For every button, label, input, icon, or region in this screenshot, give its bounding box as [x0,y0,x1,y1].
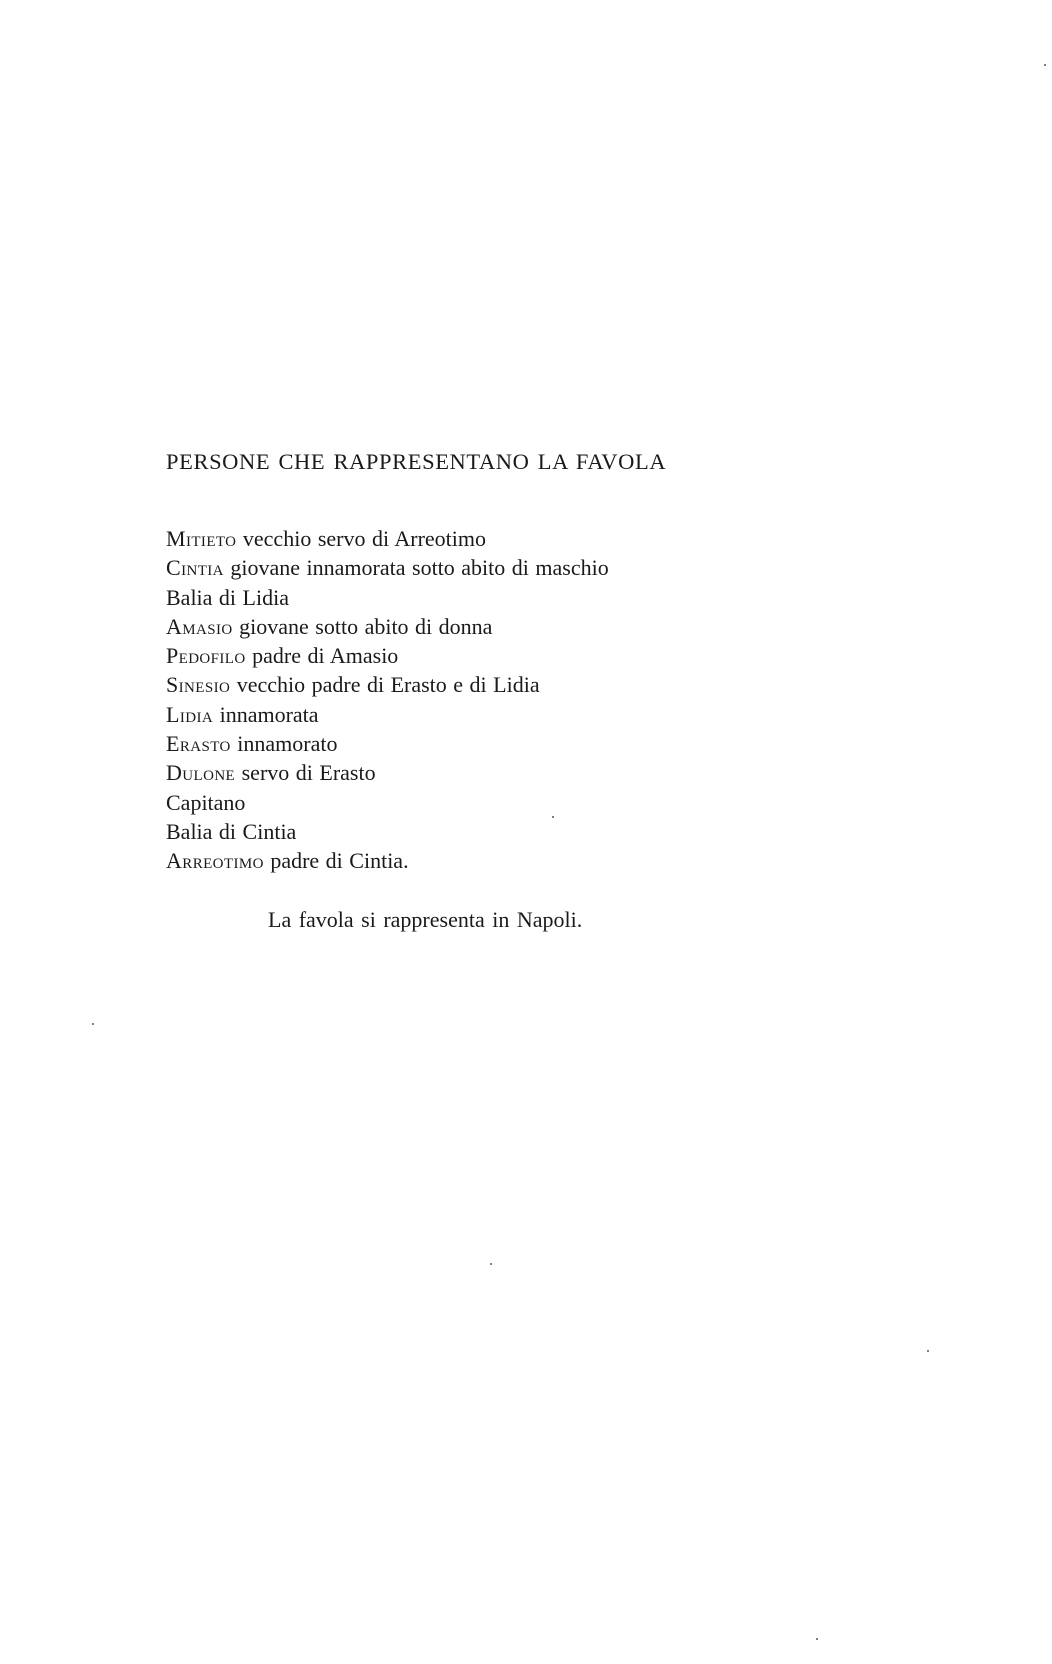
scan-speck [490,1263,492,1265]
character-role: innamorato [237,731,338,757]
character-role: giovane sotto abito di donna [239,613,493,639]
cast-item [166,641,609,670]
cast-item [166,758,609,787]
character-role: servo di Erasto [241,760,376,786]
character-name: Pedofilo [166,643,246,669]
character-name: Cintia [166,555,224,581]
character-role: padre di Amasio [252,643,399,669]
character-role: Balia di Lidia [166,584,289,610]
character-role: vecchio padre di Erasto e di Lidia [236,672,540,698]
character-name: Arreotimo [166,848,264,874]
scan-speck [552,816,554,818]
cast-item [166,729,609,758]
scan-speck [816,1638,818,1640]
character-name: Erasto [166,731,231,757]
character-name: Mitieto [166,526,237,551]
character-name: Lidia [166,701,214,727]
character-name: Sinesio [166,672,231,698]
cast-list [166,524,609,876]
character-role: vecchio servo di Arreotimo [242,526,487,551]
character-role: Capitano [166,789,246,815]
cast-item [166,524,609,553]
cast-item [166,670,609,699]
character-name: Amasio [166,613,233,639]
scan-speck [927,1350,929,1352]
cast-item [166,700,609,729]
character-role: padre di Cintia. [270,848,409,874]
scan-speck [1044,64,1046,66]
scan-speck [92,1023,94,1025]
character-role: innamorata [219,701,319,727]
character-role: Balia di Cintia [166,818,297,844]
cast-heading: PERSONE CHE RAPPRESENTANO LA FAVOLA [166,449,667,474]
cast-item [166,817,609,846]
cast-item [166,612,609,641]
cast-item [166,788,609,817]
character-name: Dulone [166,760,236,786]
character-role: giovane innamorata sotto abito di maschio [230,555,609,581]
cast-item [166,553,609,582]
cast-item [166,846,609,875]
setting-note: La favola si rappresenta in Napoli. [268,907,583,932]
cast-item [166,583,609,612]
